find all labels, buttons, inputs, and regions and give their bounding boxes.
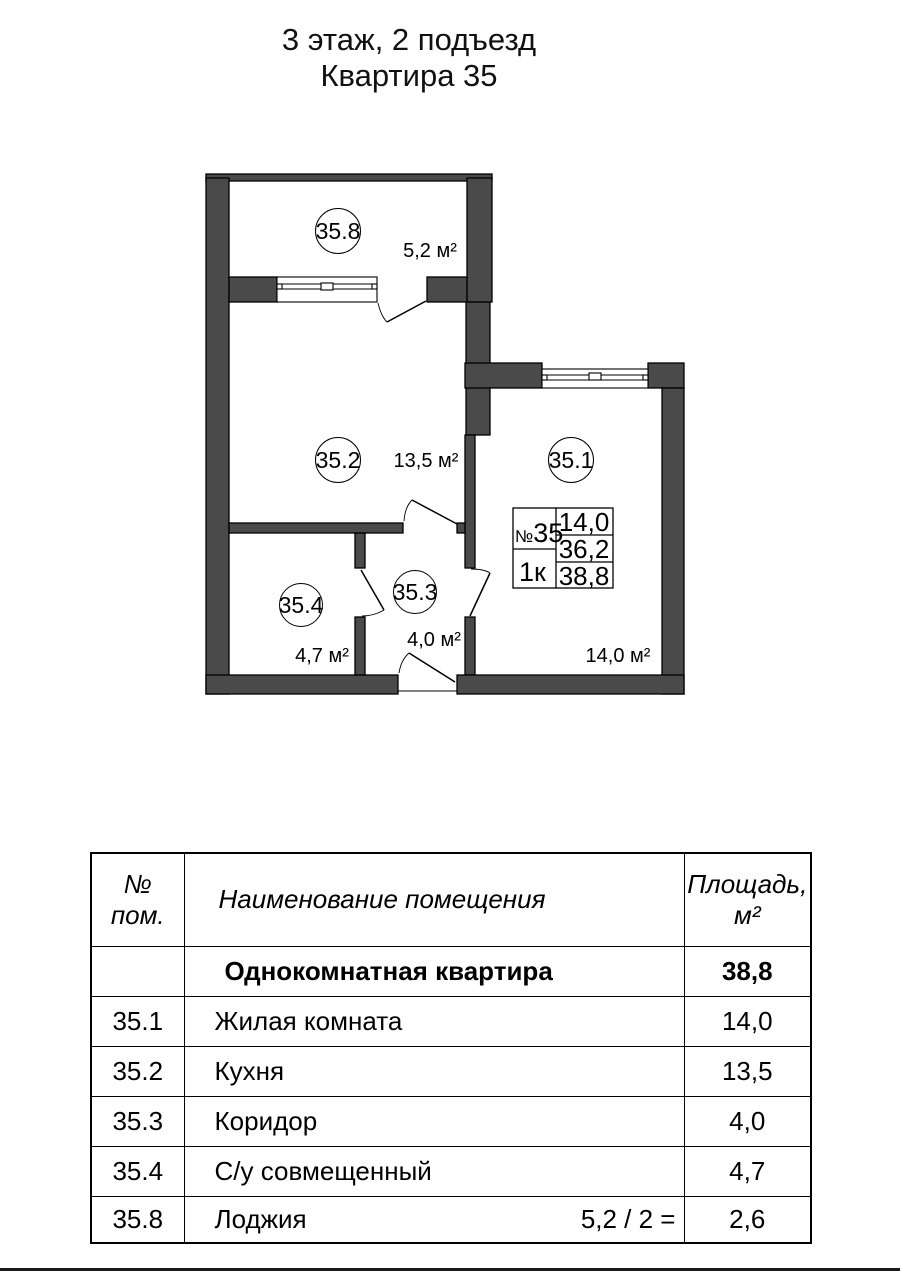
areas-table (90, 852, 812, 1244)
kitchen-door-symbol (404, 500, 457, 524)
balcony-wall-right (467, 178, 492, 302)
sheet-bottom-border (0, 1268, 900, 1271)
living-room-door-symbol (470, 569, 490, 616)
kitchen-partition-stub (457, 523, 465, 533)
cell-name: С/у совмещенный (184, 1146, 684, 1196)
header-room-number: № пом. (91, 853, 184, 946)
middle-wall-thin-lower (465, 617, 475, 675)
table-row (91, 996, 811, 1046)
room-number-corridor: 35.3 (392, 579, 438, 605)
outer-wall-left (206, 178, 229, 694)
bathroom-door-symbol (361, 570, 384, 616)
balcony-door-symbol (378, 301, 426, 322)
step-wall-right-of-window (648, 363, 684, 388)
cell-name: Кухня (184, 1046, 684, 1096)
outer-wall-bottom-right (457, 675, 684, 694)
room-number-loggia: 35.8 (315, 218, 361, 244)
cell-name: Однокомнатная квартира (184, 946, 684, 996)
stamp-total-area: 38,8 (558, 561, 610, 591)
cell-area: 2,6 (684, 1196, 811, 1243)
header-room-name: Наименование помещения (184, 853, 684, 946)
header-area: Площадь, м² (684, 853, 811, 946)
room-number-bathroom: 35.4 (278, 592, 324, 618)
table-row (91, 1146, 811, 1196)
area-label-corridor: 4,0 м² (407, 629, 461, 651)
cell-area: 14,0 (684, 996, 811, 1046)
living-room-window-symbol (542, 369, 648, 388)
outer-wall-bottom-left (206, 675, 398, 694)
cell-formula: 5,2 / 2 = (580, 1203, 676, 1234)
area-label-living: 14,0 м² (585, 645, 651, 667)
step-wall-left-of-window (465, 363, 542, 388)
table-header-row (91, 853, 811, 946)
cell-name: Коридор (184, 1096, 684, 1146)
table-row (91, 1096, 811, 1146)
room-number-living: 35.1 (548, 447, 594, 473)
area-label-kitchen: 13,5 м² (393, 450, 459, 472)
cell-name: Жилая комната (184, 996, 684, 1046)
stamp-living-area: 14,0 (558, 507, 610, 537)
stamp-rooms-count: 1к (519, 557, 546, 587)
cell-num: 35.4 (91, 1146, 184, 1196)
title-apartment: Квартира 35 (320, 58, 498, 93)
outer-wall-right (662, 388, 684, 694)
area-label-loggia: 5,2 м² (403, 240, 457, 262)
cell-area: 13,5 (684, 1046, 811, 1096)
cell-num: 35.8 (91, 1196, 184, 1243)
table-row-loggia (91, 1196, 811, 1243)
cell-name: Лоджия (214, 1203, 307, 1234)
room-number-kitchen: 35.2 (315, 447, 361, 473)
title-floor-entrance: 3 этаж, 2 подъезд (281, 22, 537, 57)
stamp-apartment-number: №35 (515, 518, 564, 548)
cell-num: 35.2 (91, 1046, 184, 1096)
area-label-bathroom: 4,7 м² (295, 645, 349, 667)
bath-partition-lower (355, 617, 365, 675)
cell-area: 4,0 (684, 1096, 811, 1146)
table-row (91, 1046, 811, 1096)
stamp-area-without-balcony: 36,2 (558, 534, 610, 564)
bath-partition-upper (355, 533, 365, 568)
table-row-total (91, 946, 811, 996)
cell-area: 4,7 (684, 1146, 811, 1196)
cell-num: 35.1 (91, 996, 184, 1046)
balcony-divider-left (229, 277, 277, 302)
entrance-door-symbol (398, 653, 457, 691)
cell-area: 38,8 (684, 946, 811, 996)
kitchen-partition (229, 523, 403, 533)
balcony-front-rail (206, 174, 492, 181)
cell-num (91, 946, 184, 996)
apartment-stamp (513, 507, 613, 591)
cell-name-with-formula (184, 1196, 684, 1243)
balcony-divider-right (427, 277, 467, 302)
balcony-window-symbol (277, 277, 377, 302)
middle-wall-thin-upper (465, 435, 475, 568)
cell-num: 35.3 (91, 1096, 184, 1146)
